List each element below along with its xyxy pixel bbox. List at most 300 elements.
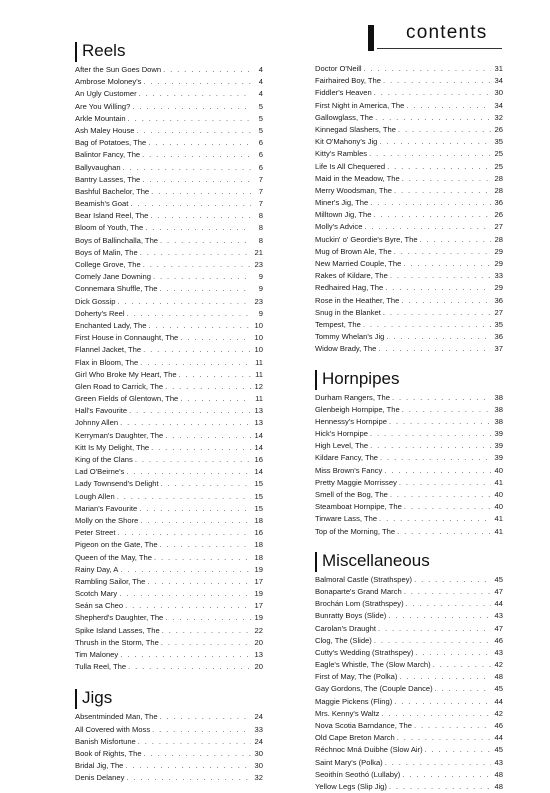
entry-title: King of the Clans xyxy=(75,455,133,464)
contents-entry xyxy=(75,503,263,515)
entry-title: Johnny Allen xyxy=(75,418,119,428)
dot-leader xyxy=(143,344,251,356)
entry-page-number: 18 xyxy=(254,515,263,525)
entry-title: Life Is All Chequered xyxy=(315,161,386,171)
entry-title: Ambrose Moloney's xyxy=(75,77,142,87)
entry-page-number: 30 xyxy=(254,748,263,758)
contents-entry xyxy=(315,623,503,635)
entry-page-number: 6 xyxy=(258,162,263,172)
entry-title: Widow Brady, The xyxy=(315,344,377,354)
contents-entry xyxy=(75,137,263,149)
contents-entry xyxy=(75,649,263,661)
entry-page-number: 17 xyxy=(254,601,263,611)
dot-leader xyxy=(120,564,251,576)
entry-page-number: 48 xyxy=(494,781,503,791)
contents-entry xyxy=(75,198,263,210)
dot-leader xyxy=(148,137,251,149)
entry-title: Book of Rights, The xyxy=(75,748,142,758)
entry-page-number: 33 xyxy=(254,724,263,734)
entry-page-number: 39 xyxy=(494,441,503,451)
entry-title: Snug in the Blanket xyxy=(315,307,381,317)
entry-page-number: 38 xyxy=(494,404,503,414)
dot-leader xyxy=(160,235,251,247)
contents-entry xyxy=(75,539,263,551)
entry-title: Rakes of Kildare, The xyxy=(315,271,388,281)
entry-title: Spike Island Lasses, The xyxy=(75,625,160,635)
contents-entry xyxy=(315,732,503,744)
entry-page-number: 26 xyxy=(494,124,503,134)
entry-title: Mug of Brown Ale, The xyxy=(315,246,392,256)
entry-title: Steamboat Hornpipe, The xyxy=(315,502,402,512)
entry-title: Tempest, The xyxy=(315,319,361,329)
dot-leader xyxy=(401,295,491,307)
entry-page-number: 41 xyxy=(494,514,503,524)
entry-page-number: 31 xyxy=(494,64,503,73)
contents-entry xyxy=(75,491,263,503)
dot-leader xyxy=(420,234,491,246)
contents-entry xyxy=(75,405,263,417)
entry-title: Glen Road to Carrick, The xyxy=(75,381,164,391)
entry-title: Saint Mary's (Polka) xyxy=(315,757,383,767)
entry-page-number: 45 xyxy=(494,574,503,584)
entry-title: Balmoral Castle (Strathspey) xyxy=(315,574,413,584)
entry-page-number: 12 xyxy=(254,381,263,391)
dot-leader xyxy=(363,319,491,331)
entry-page-number: 48 xyxy=(494,672,503,682)
entry-title: Yellow Legs (Slip Jig) xyxy=(315,781,387,791)
entry-page-number: 18 xyxy=(254,540,263,550)
entry-title: Top of the Morning, The xyxy=(315,526,396,536)
entry-title: Cutty's Wedding (Strathspey) xyxy=(315,647,414,657)
contents-entry xyxy=(75,332,263,344)
entry-title: Banish Misfortune xyxy=(75,736,136,746)
section-miscellaneous xyxy=(315,550,503,793)
entry-title: Are You Willing? xyxy=(75,101,131,111)
dot-leader xyxy=(126,466,251,478)
dot-leader xyxy=(163,64,251,76)
contents-entry xyxy=(315,148,503,160)
dot-leader xyxy=(152,724,251,736)
entry-page-number: 39 xyxy=(494,453,503,463)
entry-page-number: 6 xyxy=(258,138,263,148)
contents-entry xyxy=(75,736,263,748)
contents-entry xyxy=(315,440,503,452)
contents-entry xyxy=(315,647,503,659)
entry-title: Milltown Jig, The xyxy=(315,210,372,220)
entry-title: Merry Woodsman, The xyxy=(315,185,392,195)
dot-leader xyxy=(129,405,251,417)
contents-entry xyxy=(315,295,503,307)
contents-entry xyxy=(75,430,263,442)
contents-entry xyxy=(315,331,503,343)
contents-entry xyxy=(315,161,503,173)
entry-title: First of May, The (Polka) xyxy=(315,672,398,682)
dot-leader xyxy=(397,732,491,744)
dot-leader xyxy=(385,757,491,769)
entry-page-number: 42 xyxy=(494,708,503,718)
contents-entry xyxy=(75,308,263,320)
contents-entry xyxy=(75,760,263,772)
entry-title: Bashful Bachelor, The xyxy=(75,186,150,196)
entry-page-number: 14 xyxy=(254,442,263,452)
entry-title: Doherty's Reel xyxy=(75,308,125,318)
dot-leader xyxy=(139,88,251,100)
entry-title: Rainy Day, A xyxy=(75,564,119,574)
entry-title: Absentminded Man, The xyxy=(75,712,158,722)
contents-entry xyxy=(315,696,503,708)
entry-title: Seán sa Cheo xyxy=(75,601,124,611)
dot-leader xyxy=(399,671,491,683)
contents-entry xyxy=(315,477,503,489)
entry-page-number: 32 xyxy=(254,773,263,783)
dot-leader xyxy=(394,246,491,258)
contents-entry xyxy=(75,748,263,760)
contents-entry xyxy=(315,234,503,246)
entry-page-number: 41 xyxy=(494,477,503,487)
entry-title: Bloom of Youth, The xyxy=(75,223,144,233)
entry-page-number: 29 xyxy=(494,246,503,256)
dot-leader xyxy=(375,112,491,124)
section-reels xyxy=(75,40,263,673)
jigs-continued-list xyxy=(315,63,503,356)
entry-page-number: 9 xyxy=(258,308,263,318)
contents-entry xyxy=(315,100,503,112)
entry-title: Réchnoc Mná Duibhe (Slow Air) xyxy=(315,745,423,755)
entry-page-number: 44 xyxy=(494,599,503,609)
contents-entry xyxy=(315,489,503,501)
entry-title: Dick Gossip xyxy=(75,296,116,306)
dot-leader xyxy=(117,491,251,503)
dot-leader xyxy=(150,210,251,222)
entry-page-number: 7 xyxy=(258,174,263,184)
entry-page-number: 43 xyxy=(494,611,503,621)
entry-title: Doctor O'Neill xyxy=(315,64,362,73)
entry-page-number: 20 xyxy=(254,637,263,647)
dot-leader xyxy=(126,772,251,784)
contents-entry xyxy=(315,392,503,404)
entry-title: First House in Connaught, The xyxy=(75,333,179,343)
entry-title: Bridal Jig, The xyxy=(75,761,124,771)
contents-entry xyxy=(75,724,263,736)
contents-entry xyxy=(315,513,503,525)
contents-entry xyxy=(75,186,263,198)
contents-entry xyxy=(315,258,503,270)
dot-leader xyxy=(394,696,491,708)
section-heading xyxy=(75,40,263,64)
section-title-miscellaneous: Miscellaneous xyxy=(322,550,430,570)
dot-leader xyxy=(180,393,251,405)
dot-leader xyxy=(125,760,251,772)
contents-entry xyxy=(315,574,503,586)
entry-title: First Night in America, The xyxy=(315,100,405,110)
entry-page-number: 44 xyxy=(494,696,503,706)
section-jigs xyxy=(75,687,263,784)
dot-leader xyxy=(387,161,491,173)
dot-leader xyxy=(151,186,251,198)
dot-leader xyxy=(390,489,491,501)
page-title: contents xyxy=(406,22,488,43)
dot-leader xyxy=(138,736,251,748)
entry-page-number: 38 xyxy=(494,416,503,426)
entry-page-number: 14 xyxy=(254,467,263,477)
contents-entry xyxy=(75,637,263,649)
entry-title: Muckin' o' Geordie's Byre, The xyxy=(315,234,418,244)
contents-entry xyxy=(315,757,503,769)
dot-leader xyxy=(165,381,251,393)
reels-list xyxy=(75,64,263,673)
entry-title: Lad O'Beirne's xyxy=(75,467,125,477)
dot-leader xyxy=(394,185,491,197)
contents-entry xyxy=(75,417,263,429)
dot-leader xyxy=(390,270,491,282)
entry-title: Beamish's Goat xyxy=(75,199,129,209)
entry-title: Old Cape Breton March xyxy=(315,733,395,743)
contents-entry xyxy=(315,319,503,331)
entry-title: Enchanted Lady, The xyxy=(75,320,147,330)
contents-entry xyxy=(75,588,263,600)
section-jigs-continued xyxy=(315,63,503,356)
dot-leader xyxy=(162,625,251,637)
entry-page-number: 32 xyxy=(494,112,503,122)
entry-page-number: 4 xyxy=(258,77,263,87)
dot-leader xyxy=(145,222,251,234)
contents-entry xyxy=(75,296,263,308)
entry-title: Molly's Advice xyxy=(315,222,363,232)
header-underline xyxy=(377,48,502,49)
contents-entry xyxy=(315,769,503,781)
entry-page-number: 44 xyxy=(494,733,503,743)
entry-page-number: 16 xyxy=(254,455,263,464)
contents-entry xyxy=(75,442,263,454)
dot-leader xyxy=(383,75,491,87)
entry-page-number: 28 xyxy=(494,173,503,183)
entry-title: Boys of Malin, The xyxy=(75,247,138,257)
entry-title: Fairhaired Boy, The xyxy=(315,76,381,86)
entry-page-number: 25 xyxy=(494,149,503,159)
entry-title: Nova Scotia Barndance, The xyxy=(315,721,412,730)
entry-title: Kinnegad Slashers, The xyxy=(315,124,396,134)
entry-title: Ballyvaughan xyxy=(75,162,121,172)
entry-title: Clog, The (Slide) xyxy=(315,635,372,645)
entry-title: Tulla Reel, The xyxy=(75,662,127,672)
section-hornpipes xyxy=(315,368,503,538)
contents-entry xyxy=(315,598,503,610)
entry-page-number: 47 xyxy=(494,623,503,633)
entry-page-number: 40 xyxy=(494,465,503,475)
dot-leader xyxy=(392,392,491,404)
entry-page-number: 30 xyxy=(254,761,263,771)
contents-entry xyxy=(315,307,503,319)
contents-entry xyxy=(75,174,263,186)
entry-page-number: 48 xyxy=(494,769,503,779)
contents-entry xyxy=(315,683,503,695)
dot-leader xyxy=(160,539,251,551)
contents-entry xyxy=(315,416,503,428)
contents-entry xyxy=(315,136,503,148)
entry-page-number: 8 xyxy=(258,223,263,233)
contents-entry xyxy=(315,87,503,99)
entry-page-number: 11 xyxy=(255,357,263,367)
contents-entry xyxy=(315,781,503,793)
entry-page-number: 4 xyxy=(258,89,263,99)
left-column xyxy=(75,40,263,785)
contents-entry xyxy=(315,610,503,622)
entry-page-number: 6 xyxy=(258,150,263,160)
entry-page-number: 30 xyxy=(494,88,503,98)
contents-entry xyxy=(75,600,263,612)
contents-entry xyxy=(75,466,263,478)
contents-entry xyxy=(75,393,263,405)
contents-entry xyxy=(75,222,263,234)
entry-title: Connemara Shuffle, The xyxy=(75,284,158,294)
entry-page-number: 13 xyxy=(254,418,263,428)
section-bar xyxy=(75,689,77,709)
dot-leader xyxy=(388,610,491,622)
entry-page-number: 33 xyxy=(494,271,503,281)
contents-entry xyxy=(315,246,503,258)
entry-title: Shepherd's Daughter, The xyxy=(75,613,164,623)
entry-title: Arkle Mountain xyxy=(75,113,126,123)
contents-entry xyxy=(75,552,263,564)
entry-page-number: 40 xyxy=(494,490,503,499)
dot-leader xyxy=(389,416,491,428)
entry-page-number: 45 xyxy=(494,684,503,694)
dot-leader xyxy=(389,781,491,793)
entry-page-number: 8 xyxy=(258,211,263,221)
dot-leader xyxy=(406,598,491,610)
section-heading xyxy=(75,687,263,711)
contents-entry xyxy=(315,465,503,477)
dot-leader xyxy=(143,76,251,88)
contents-entry xyxy=(315,173,503,185)
contents-entry xyxy=(75,149,263,161)
dot-leader xyxy=(373,209,491,221)
dot-leader xyxy=(370,440,491,452)
entry-page-number: 37 xyxy=(494,344,503,354)
dot-leader xyxy=(160,711,251,723)
contents-entry xyxy=(315,404,503,416)
dot-leader xyxy=(398,124,491,136)
entry-title: Rambling Sailor, The xyxy=(75,576,146,586)
dot-leader xyxy=(369,148,491,160)
entry-page-number: 15 xyxy=(254,491,263,501)
contents-entry xyxy=(315,124,503,136)
contents-entry xyxy=(75,259,263,271)
dot-leader xyxy=(144,748,251,760)
contents-entry xyxy=(75,478,263,490)
section-heading xyxy=(315,368,503,392)
entry-title: Pretty Maggie Morrissey xyxy=(315,477,397,487)
entry-title: Green Fields of Glentown, The xyxy=(75,394,179,404)
contents-entry xyxy=(75,64,263,76)
entry-title: High Level, The xyxy=(315,441,369,451)
entry-page-number: 7 xyxy=(258,199,263,209)
entry-page-number: 24 xyxy=(254,712,263,722)
dot-leader xyxy=(402,173,491,185)
dot-leader xyxy=(403,258,491,270)
entry-page-number: 19 xyxy=(254,564,263,574)
entry-page-number: 23 xyxy=(254,296,263,306)
section-title-reels: Reels xyxy=(82,41,126,60)
contents-entry xyxy=(75,125,263,137)
dot-leader xyxy=(415,647,491,659)
contents-entry xyxy=(315,343,503,355)
entry-page-number: 34 xyxy=(494,76,503,86)
contents-entry xyxy=(315,270,503,282)
entry-page-number: 21 xyxy=(254,247,263,257)
entry-page-number: 36 xyxy=(494,295,503,305)
dot-leader xyxy=(159,283,251,295)
entry-title: Bantry Lasses, The xyxy=(75,174,141,184)
contents-entry xyxy=(315,586,503,598)
entry-title: College Grove, The xyxy=(75,260,141,269)
entry-title: Tinware Lass, The xyxy=(315,514,378,524)
entry-page-number: 36 xyxy=(494,332,503,342)
entry-title: Marian's Favourite xyxy=(75,503,138,513)
entry-title: Seoithín Seothó (Lullaby) xyxy=(315,769,401,779)
entry-title: Durham Rangers, The xyxy=(315,392,390,402)
contents-entry xyxy=(75,247,263,259)
entry-page-number: 46 xyxy=(494,721,503,730)
contents-entry xyxy=(75,235,263,247)
dot-leader xyxy=(140,247,251,259)
contents-entry xyxy=(75,76,263,88)
entry-page-number: 39 xyxy=(494,429,503,439)
dot-leader xyxy=(127,308,251,320)
dot-leader xyxy=(425,744,491,756)
entry-page-number: 42 xyxy=(494,660,503,670)
entry-title: Tommy Whelan's Jig xyxy=(315,332,385,342)
dot-leader xyxy=(374,87,491,99)
dot-leader xyxy=(120,649,251,661)
entry-title: Balintor Fancy, The xyxy=(75,150,141,160)
entry-page-number: 5 xyxy=(258,113,263,123)
jigs-list xyxy=(75,711,263,784)
entry-page-number: 14 xyxy=(254,430,263,440)
entry-title: Maid in the Meadow, The xyxy=(315,173,400,183)
entry-page-number: 22 xyxy=(254,625,263,635)
entry-page-number: 36 xyxy=(494,198,503,208)
dot-leader xyxy=(135,454,251,466)
entry-title: Comely Jane Downing xyxy=(75,272,151,282)
entry-page-number: 46 xyxy=(494,635,503,645)
entry-page-number: 27 xyxy=(494,222,503,232)
entry-title: Smell of the Bog, The xyxy=(315,490,388,499)
entry-page-number: 10 xyxy=(254,345,263,355)
entry-page-number: 15 xyxy=(254,503,263,513)
entry-page-number: 23 xyxy=(254,260,263,269)
entry-title: Peter Street xyxy=(75,528,116,538)
entry-page-number: 35 xyxy=(494,319,503,329)
contents-entry xyxy=(75,564,263,576)
dot-leader xyxy=(165,430,251,442)
right-column xyxy=(315,63,503,793)
dot-leader xyxy=(123,162,251,174)
contents-entry xyxy=(75,625,263,637)
contents-entry xyxy=(315,63,503,75)
entry-title: Mrs. Kenny's Waltz xyxy=(315,708,380,718)
contents-entry xyxy=(75,113,263,125)
entry-page-number: 20 xyxy=(254,662,263,672)
dot-leader xyxy=(118,296,251,308)
dot-leader xyxy=(179,369,251,381)
dot-leader xyxy=(154,552,251,564)
section-bar xyxy=(315,552,317,572)
entry-title: New Married Couple, The xyxy=(315,259,402,268)
dot-leader xyxy=(414,720,491,732)
entry-page-number: 19 xyxy=(254,613,263,623)
contents-entry xyxy=(75,454,263,466)
